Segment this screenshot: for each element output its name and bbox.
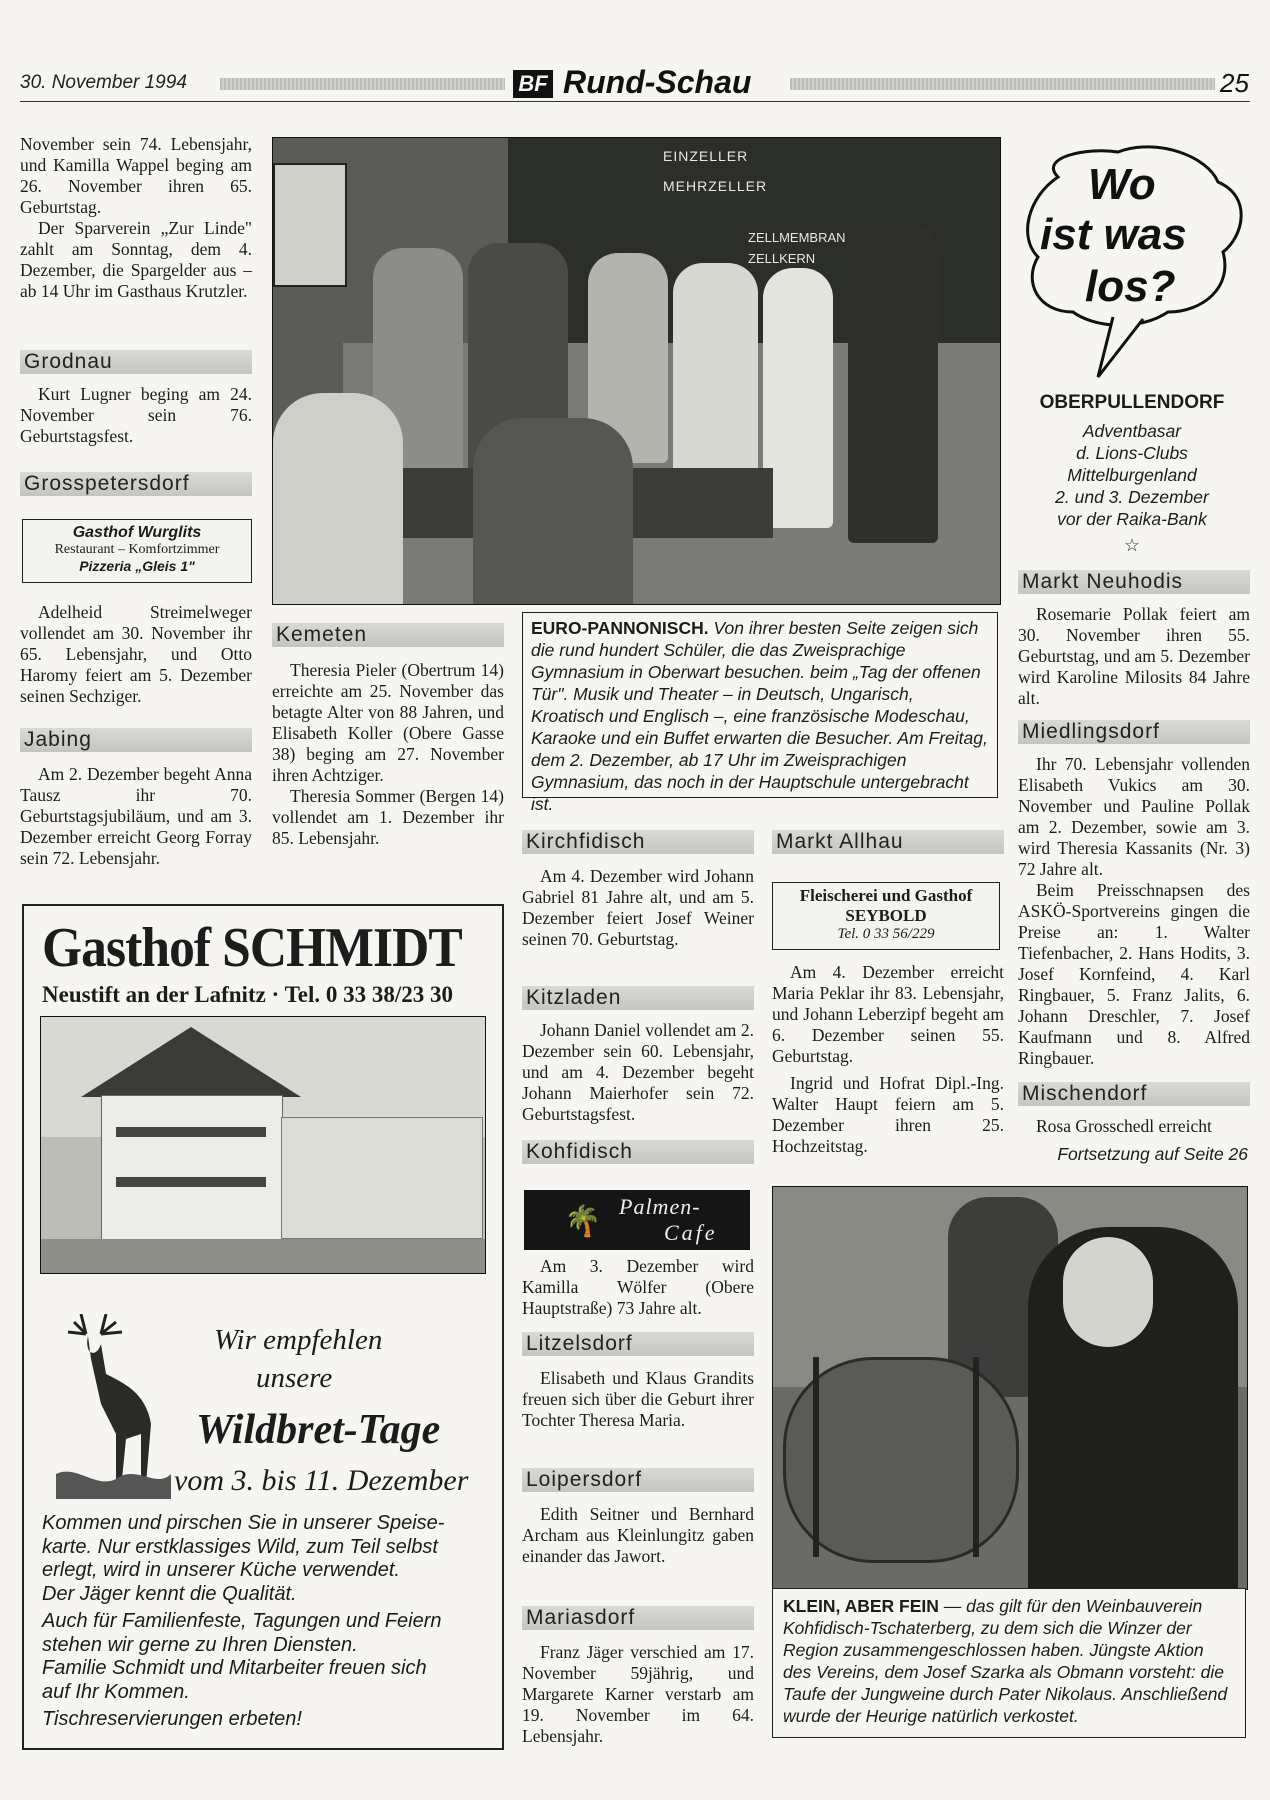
photo-gasthof-building bbox=[40, 1016, 486, 1274]
ad-body bbox=[42, 1512, 492, 1732]
poster bbox=[273, 163, 347, 287]
ad-gasthof-wurglits bbox=[22, 519, 252, 583]
section-heading-kemeten bbox=[272, 623, 504, 647]
paragraph: Rosa Grosschedl erreicht bbox=[1036, 1116, 1212, 1136]
caption-euro-pannonisch bbox=[522, 612, 998, 814]
student-figure bbox=[763, 268, 833, 528]
event-line: vor der Raika-Bank bbox=[1057, 509, 1207, 529]
ad-gasthof-schmidt bbox=[22, 904, 504, 1750]
ad-line: Pizzeria „Gleis 1" bbox=[79, 558, 195, 574]
photo-wine-barrel bbox=[772, 1186, 1248, 1590]
barrel-hoop bbox=[813, 1357, 819, 1557]
heading-text: Jabing bbox=[24, 728, 92, 751]
logo-title: Rund-Schau bbox=[563, 64, 752, 100]
section-heading-kirchfidisch bbox=[522, 830, 754, 854]
grodnau-text bbox=[20, 384, 252, 447]
heading-text: Mariasdorf bbox=[526, 1606, 636, 1629]
balcony bbox=[116, 1127, 266, 1137]
paragraph: Adelheid Streimelweger vollendet am 30. November ihr 65. Lebensjahr, und Otto Haromy feiert am 5. Dezember seinen Sechziger. bbox=[20, 602, 252, 706]
board-writing: ZELLKERN bbox=[748, 251, 816, 266]
bubble-text-wo: Wo bbox=[1088, 160, 1156, 209]
paragraph: Am 4. Dezember erreicht Maria Peklar ihr 83. Lebensjahr, und Johann Leberzipf begeht am 6. Dezember seinen 55. Geburtstag. bbox=[772, 962, 1004, 1066]
caption-klein-aber-fein bbox=[772, 1588, 1246, 1738]
seated-student bbox=[273, 393, 403, 604]
woman-face bbox=[1063, 1237, 1153, 1347]
paragraph: Rosemarie Pollak feiert am 30. November ihren 55. Geburtstag, und am 5. Dezember wird Karoline Milosits 84 Jahre alt. bbox=[1018, 604, 1250, 708]
heading-text: Kirchfidisch bbox=[526, 830, 646, 853]
seated-student bbox=[473, 418, 633, 604]
paragraph: Franz Jäger verschied am 17. November 59jährig, und Margarete Karner verstarb am 19. November im 64. Lebensjahr. bbox=[522, 1642, 754, 1746]
section-heading-markt-allhau bbox=[772, 830, 1004, 854]
grosspetersdorf-text bbox=[20, 602, 252, 707]
paragraph: Edith Seitner und Bernhard Archam aus Kleinlungitz gaben einander das Jawort. bbox=[522, 1504, 754, 1566]
header-rule-right bbox=[790, 78, 1215, 90]
jabing-text bbox=[20, 764, 252, 869]
ad-body-line: stehen wir gerne zu Ihren Diensten. bbox=[42, 1633, 358, 1656]
heading-text: Litzelsdorf bbox=[526, 1332, 633, 1355]
kohfidisch-text bbox=[522, 1256, 754, 1319]
star-icon: ☆ bbox=[1124, 535, 1140, 555]
paragraph: Ihr 70. Lebensjahr vollenden Elisabeth Vukics am 30. November und Pauline Pollak am 2. Dezember, sowie am 3. wird Theresia Kassanits (Nr. 3) 72 Jahre alt. bbox=[1018, 754, 1250, 879]
board-writing: ZELLMEMBRAN bbox=[748, 230, 846, 245]
kemeten-text bbox=[272, 660, 504, 849]
ad-body-line: auf Ihr Kommen. bbox=[42, 1680, 190, 1703]
header-rule-left bbox=[220, 78, 505, 90]
ad-title: Gasthof Wurglits bbox=[72, 524, 202, 541]
col1-intro bbox=[20, 134, 252, 302]
ground bbox=[41, 1239, 485, 1273]
event-line: d. Lions-Clubs bbox=[1076, 443, 1188, 463]
oberpullendorf-heading: OBERPULLENDORF bbox=[1039, 392, 1225, 413]
paragraph: Theresia Sommer (Bergen 14) vollendet am 1. Dezember ihr 85. Lebensjahr. bbox=[272, 786, 504, 848]
ad-recommend-highlight: Wildbret-Tage bbox=[196, 1407, 441, 1453]
issue-date: 30. November 1994 bbox=[20, 72, 187, 93]
paragraph: Ingrid und Hofrat Dipl.-Ing. Walter Haupt feiern am 5. Dezember ihren 25. Hochzeitstag. bbox=[772, 1073, 1004, 1156]
mariasdorf-text bbox=[522, 1642, 754, 1747]
paragraph: Theresia Pieler (Obertrum 14) erreichte am 25. November das betagte Alter von 88 Jahren, und Elisabeth Koller (Obere Gasse 38) beging am 27. November ihren Achtziger. bbox=[272, 660, 504, 785]
markt-allhau-text bbox=[772, 962, 1004, 1157]
building-wing bbox=[281, 1117, 483, 1239]
ad-palmen-cafe bbox=[524, 1190, 750, 1250]
photo-classroom bbox=[272, 137, 1001, 605]
heading-text: Kohfidisch bbox=[526, 1140, 633, 1163]
section-heading-mariasdorf bbox=[522, 1606, 754, 1630]
mischendorf-text bbox=[1018, 1116, 1250, 1137]
caption-body bbox=[783, 1595, 1235, 1727]
ad-subtitle: Neustift an der Lafnitz · Tel. 0 33 38/23 30 bbox=[42, 982, 454, 1007]
ad-body-line: Familie Schmidt und Mitarbeiter freuen sich bbox=[42, 1657, 427, 1679]
event-line: Mittelburgenland bbox=[1067, 465, 1197, 485]
oberpullendorf-list bbox=[1018, 420, 1246, 556]
balcony bbox=[116, 1177, 266, 1187]
caption-body bbox=[531, 617, 989, 815]
ad-recommend: unsere bbox=[256, 1362, 333, 1394]
ad-line: Cafe bbox=[664, 1220, 718, 1245]
heading-text: Mischendorf bbox=[1022, 1082, 1148, 1105]
section-heading-kohfidisch bbox=[522, 1140, 754, 1164]
section-heading-jabing bbox=[20, 728, 252, 752]
ad-recommend: vom 3. bis 11. Dezember bbox=[174, 1464, 469, 1497]
page-number: 25 bbox=[1220, 68, 1249, 98]
caption-bold: EURO-PANNONISCH. bbox=[531, 618, 709, 638]
page-header bbox=[20, 64, 1250, 100]
building-main bbox=[101, 1095, 283, 1247]
ad-fleischerei-seybold bbox=[772, 882, 1000, 950]
paragraph: Johann Daniel vollendet am 2. Dezember sein 60. Lebensjahr, und am 4. Dezember begeht Johann Maierhofer sein 72. Geburtstagsfest. bbox=[522, 1020, 754, 1124]
caption-text: — das gilt für den Weinbauverein Kohfidisch-Tschaterberg, zu dem sich die Winzer der Region zusammengeschlossen haben. Jüngste Aktion des Vereins, dem Josef Szarka als Obmann vorsteht: die Taufe der Jungweine durch Pater Nikolaus. Anschließend wurde der Heurige natürlich verkostet. bbox=[783, 1596, 1228, 1726]
litzelsdorf-text bbox=[522, 1368, 754, 1431]
section-heading-loipersdorf bbox=[522, 1468, 754, 1492]
palm-tree-icon: 🌴 bbox=[564, 1205, 602, 1238]
intro-paragraph: Der Sparverein „Zur Linde" zahlt am Sonntag, dem 4. Dezember, die Spargelder aus – ab 14 Uhr im Gasthaus Krutzler. bbox=[20, 218, 252, 301]
section-heading-miedlingsdorf bbox=[1018, 720, 1250, 744]
heading-text: Markt Neuhodis bbox=[1022, 570, 1184, 593]
section-heading-markt-neuhodis bbox=[1018, 570, 1250, 594]
paragraph: Am 3. Dezember wird Kamilla Wölfer (Obere Hauptstraße) 73 Jahre alt. bbox=[522, 1256, 754, 1318]
ad-line: Restaurant – Komfortzimmer bbox=[54, 542, 220, 557]
ad-line: Palmen- bbox=[619, 1194, 701, 1219]
section-heading-grodnau bbox=[20, 350, 252, 374]
bubble-text-ist-was: ist was bbox=[1040, 210, 1187, 259]
ad-body-line: Kommen und pirschen Sie in unserer Speise- bbox=[42, 1512, 445, 1534]
intro-paragraph: November sein 74. Lebensjahr, und Kamilla Wappel beging am 26. November ihren 65. Geburtstag. bbox=[20, 134, 252, 217]
ad-body-line: Auch für Familienfeste, Tagungen und Feiern bbox=[42, 1610, 442, 1632]
caption-bold: KLEIN, ABER FEIN bbox=[783, 1596, 939, 1616]
heading-text: Loipersdorf bbox=[526, 1468, 643, 1491]
ad-line: Fleischerei und Gasthof bbox=[799, 886, 973, 905]
deer-icon bbox=[46, 1314, 176, 1499]
ad-body-line: karte. Nur erstklassiges Wild, zum Teil selbst bbox=[42, 1535, 438, 1558]
loipersdorf-text bbox=[522, 1504, 754, 1567]
event-line: Adventbasar bbox=[1082, 421, 1182, 441]
ad-title: Gasthof SCHMIDT bbox=[42, 917, 462, 979]
ad-line: Tel. 0 33 56/229 bbox=[837, 926, 935, 942]
section-heading-mischendorf bbox=[1018, 1082, 1250, 1106]
event-line: 2. und 3. Dezember bbox=[1055, 487, 1209, 507]
paragraph: Elisabeth und Klaus Grandits freuen sich über die Geburt ihrer Tochter Theresa Maria. bbox=[522, 1368, 754, 1430]
paragraph: Am 4. Dezember wird Johann Gabriel 81 Jahre alt, und am 5. Dezember feiert Josef Weiner seinen 70. Geburtstag. bbox=[522, 866, 754, 949]
student-figure bbox=[848, 223, 938, 543]
heading-text: Miedlingsdorf bbox=[1022, 720, 1160, 743]
barrel-hoop bbox=[973, 1357, 979, 1557]
bubble-text-los: los? bbox=[1085, 262, 1176, 311]
caption-text: Von ihrer besten Seite zeigen sich die rund hundert Schüler, die das Zweisprachige Gymnasium in Oberwart besuchen. beim „Tag der offenen Tür". Musik und Theater – in Deutsch, Ungarisch, Kroatisch und Englisch –, eine französische Modeschau, Karaoke und ein Buffet erwarten die Besucher. Am Freitag, dem 2. Dezember, ab 17 Uhr im Zweisprachigen Gymnasium, das noch in der Hauptschule untergebracht ist. bbox=[531, 618, 988, 814]
heading-text: Grodnau bbox=[24, 350, 113, 373]
paragraph: Kurt Lugner beging am 24. November sein 76. Geburtstagsfest. bbox=[20, 384, 252, 446]
heading-text: Kitzladen bbox=[526, 986, 622, 1009]
logo-bf: BF bbox=[513, 70, 553, 98]
section-heading-kitzladen bbox=[522, 986, 754, 1010]
miedlingsdorf-text bbox=[1018, 754, 1250, 1069]
board-writing: EINZELLER bbox=[663, 148, 749, 164]
heading-text: Markt Allhau bbox=[776, 830, 904, 853]
ad-line: SEYBOLD bbox=[845, 906, 927, 925]
header-underline bbox=[20, 101, 1250, 102]
roof bbox=[81, 1027, 301, 1097]
heading-text: Grosspetersdorf bbox=[24, 472, 190, 495]
board-writing: MEHRZELLER bbox=[663, 178, 768, 194]
kitzladen-text bbox=[522, 1020, 754, 1125]
ad-body-line: erlegt, wird in unserer Küche verwendet. bbox=[42, 1559, 400, 1581]
markt-neuhodis-text bbox=[1018, 604, 1250, 709]
paragraph: Am 2. Dezember begeht Anna Tausz ihr 70. Geburtstagsjubiläum, und am 3. Dezember erreicht Georg Forray sein 72. Lebensjahr. bbox=[20, 764, 252, 868]
ad-body-line: Tischreservierungen erbeten! bbox=[42, 1708, 302, 1730]
paragraph: Beim Preisschnapsen des ASKÖ-Sportvereins gingen die Preise an: 1. Walter Tiefenbacher, 2. Hans Hodits, 3. Josef Kornfeind, 4. Karl Ringbauer, 5. Franz Jalits, 6. Johann Dreschler, 7. Josef Kaufmann und 8. Alfred Ringbauer. bbox=[1018, 880, 1250, 1068]
continued-link[interactable]: Fortsetzung auf Seite 26 bbox=[1057, 1144, 1248, 1164]
section-heading-litzelsdorf bbox=[522, 1332, 754, 1356]
kirchfidisch-text bbox=[522, 866, 754, 950]
section-heading-grosspetersdorf bbox=[20, 472, 252, 496]
heading-text: Kemeten bbox=[276, 623, 368, 646]
ad-recommend: Wir empfehlen bbox=[214, 1324, 383, 1356]
ad-body-line: Der Jäger kennt die Qualität. bbox=[42, 1582, 297, 1605]
